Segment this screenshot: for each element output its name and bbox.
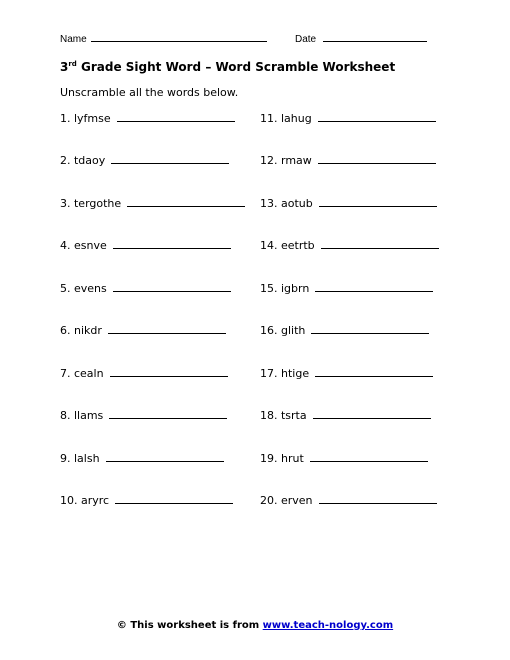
title-text: Grade Sight Word – Word Scramble Worksheet bbox=[76, 60, 396, 74]
date-blank[interactable] bbox=[323, 32, 427, 42]
scrambled-word: 19. hrut bbox=[260, 452, 304, 465]
name-field bbox=[60, 32, 267, 45]
name-label: Name bbox=[60, 34, 87, 45]
answer-blank[interactable] bbox=[319, 197, 437, 207]
list-item bbox=[260, 112, 436, 125]
date-label: Date bbox=[295, 34, 317, 45]
list-item bbox=[260, 324, 429, 337]
scrambled-word: 4. esnve bbox=[60, 239, 107, 252]
date-field bbox=[295, 32, 427, 45]
scrambled-word: 14. eetrtb bbox=[260, 239, 315, 252]
list-item bbox=[60, 324, 226, 337]
list-item bbox=[60, 494, 233, 507]
answer-blank[interactable] bbox=[117, 112, 235, 122]
list-item bbox=[60, 112, 235, 125]
scrambled-word: 10. aryrc bbox=[60, 494, 110, 507]
list-item bbox=[260, 494, 437, 507]
scrambled-word: 3. tergothe bbox=[60, 197, 122, 210]
list-item bbox=[60, 452, 224, 465]
answer-blank[interactable] bbox=[313, 409, 431, 419]
list-item bbox=[260, 367, 433, 380]
grade-suffix: rd bbox=[68, 60, 77, 68]
answer-blank[interactable] bbox=[310, 452, 428, 462]
list-item bbox=[60, 239, 231, 252]
scrambled-word: 17. htige bbox=[260, 367, 310, 380]
footer-text: © This worksheet is from bbox=[116, 620, 263, 631]
list-item bbox=[60, 154, 229, 167]
answer-blank[interactable] bbox=[110, 367, 228, 377]
answer-blank[interactable] bbox=[311, 324, 429, 334]
scrambled-word: 15. igbrn bbox=[260, 282, 310, 295]
scrambled-word: 16. glith bbox=[260, 324, 306, 337]
answer-blank[interactable] bbox=[108, 324, 226, 334]
answer-blank[interactable] bbox=[318, 112, 436, 122]
answer-blank[interactable] bbox=[113, 282, 231, 292]
list-item bbox=[60, 367, 228, 380]
grade-number: 3 bbox=[60, 60, 69, 74]
list-item bbox=[60, 197, 245, 210]
answer-blank[interactable] bbox=[111, 154, 229, 164]
answer-blank[interactable] bbox=[115, 494, 233, 504]
worksheet-title bbox=[60, 60, 395, 74]
answer-blank[interactable] bbox=[113, 239, 231, 249]
footer bbox=[0, 620, 510, 631]
list-item bbox=[260, 154, 436, 167]
answer-blank[interactable] bbox=[106, 452, 224, 462]
scrambled-word: 20. erven bbox=[260, 494, 313, 507]
answer-blank[interactable] bbox=[315, 282, 433, 292]
answer-blank[interactable] bbox=[109, 409, 227, 419]
scrambled-word: 13. aotub bbox=[260, 197, 313, 210]
scrambled-word: 18. tsrta bbox=[260, 409, 307, 422]
scrambled-word: 8. llams bbox=[60, 409, 104, 422]
answer-blank[interactable] bbox=[315, 367, 433, 377]
scrambled-word: 9. lalsh bbox=[60, 452, 100, 465]
scrambled-word: 6. nikdr bbox=[60, 324, 102, 337]
instructions: Unscramble all the words below. bbox=[60, 86, 239, 99]
answer-blank[interactable] bbox=[319, 494, 437, 504]
list-item bbox=[260, 239, 439, 252]
list-item bbox=[260, 197, 437, 210]
list-item bbox=[260, 282, 433, 295]
scrambled-word: 1. lyfmse bbox=[60, 112, 111, 125]
scrambled-word: 7. cealn bbox=[60, 367, 104, 380]
scrambled-word: 11. lahug bbox=[260, 112, 312, 125]
scrambled-word: 5. evens bbox=[60, 282, 107, 295]
list-item bbox=[60, 282, 231, 295]
list-item bbox=[60, 409, 227, 422]
list-item bbox=[260, 452, 428, 465]
name-blank[interactable] bbox=[91, 32, 267, 42]
scrambled-word: 12. rmaw bbox=[260, 154, 312, 167]
answer-blank[interactable] bbox=[127, 197, 245, 207]
scrambled-word: 2. tdaoy bbox=[60, 154, 106, 167]
answer-blank[interactable] bbox=[318, 154, 436, 164]
answer-blank[interactable] bbox=[321, 239, 439, 249]
footer-link[interactable]: www.teach-nology.com bbox=[262, 620, 394, 631]
list-item bbox=[260, 409, 431, 422]
